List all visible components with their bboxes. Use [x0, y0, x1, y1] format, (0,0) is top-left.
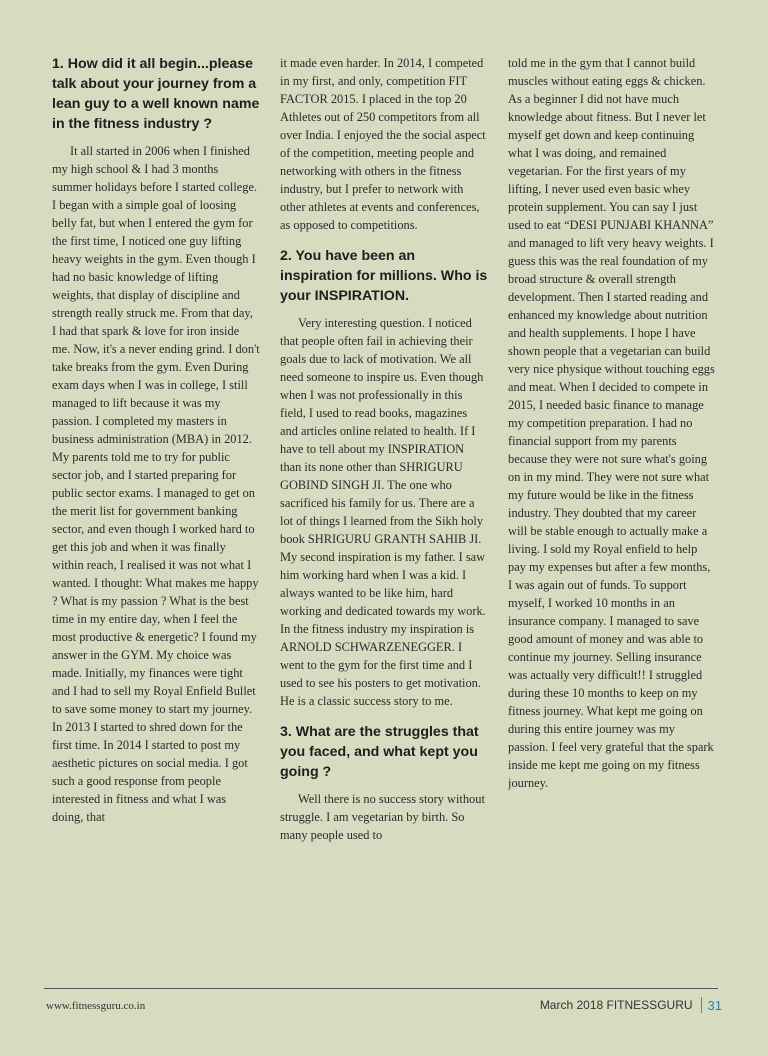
question-1-heading: 1. How did it all begin...please talk about your journey from a lean guy to a well known name in the fitness industry ?	[52, 56, 260, 132]
answer-1-text: It all started in 2006 when I finished my high school & I had 3 months summer holidays before I started college. I began with a simple goal of loosing belly fat, but when I entered the gym for the first time, I noticed one guy lifting heavy weights in the gym. Even though I had no basic knowledge of lifting weights, that display of discipline and strength really struck me. From that day, I had that spark & love for iron inside me. Now, it's a never ending grind. I don't take breaks from the gym. Even During exam days when I was in college, I still managed to lift because it was my passion. I completed my masters in business administration (MBA) in 2012. My parents told me to try for public sector job, and I started preparing for public sector exams. I managed to get on the merit list for government banking sector, and even though I worked hard to get this job and when it was finally within reach, I realised it was not what I wanted. I thought: What makes me happy ? What is my passion ? What is the best time in my entire day, when I feel the most productive & energetic? I found my answer in the GYM. My choice was made. Initially, my finances were tight and I had to sell my Royal Enfield Bullet to save some money to start my journey. In 2013 I started to shred down for the first time. In 2014 I started to post my aesthetic pictures on social media. I got such a good response from people interested in fitness and what I was doing, that	[52, 144, 260, 824]
footer-issue-info	[540, 997, 722, 1013]
article-body	[52, 54, 716, 954]
column-1	[52, 54, 260, 954]
column-2	[280, 54, 488, 954]
footer-issue: March 2018 FITNESSGURU	[539, 998, 693, 1012]
footer-divider	[44, 988, 718, 989]
column-3	[508, 54, 716, 954]
answer-3-continued: told me in the gym that I cannot build muscles without eating eggs & chicken. As a beginner I did not have much knowledge about fitness. But I never let myself get down and keep continuing what I was doing, and remained vegetarian. For the first years of my lifting, I never used even basic whey protein supplement. You can say I just used to eat “DESI PUNJABI KHANNA” and managed to lift very heavy weights. I guess this was the real foundation of my broad structure & overall strength development. Then I started reading and enhanced my knowledge about nutrition and health supplements. I hope I have shown people that a vegetarian can build very nice physique without touching eggs and meat. When I decided to compete in 2015, I needed basic finance to manage my competition preparation. I had no financial support from my parents because they were not sure what's going on in my mind. They were not sure what my future would be like in the fitness industry. They doubted that my career will be stable enough to actually make a living. I sold my Royal enfield to help pay my expenses but after a few months, I was again out of funds. To support myself, I worked 10 months in an insurance company. I managed to save good amount of money and was able to continue my journey. Selling insurance was actually very difficult!! I struggled during these 10 months to keep on my fitness journey. What kept me going on during this entire journey was my passion. I feel very grateful that the spark inside me kept me going on my fitness journey.	[508, 56, 715, 790]
page-number: 31	[707, 997, 722, 1013]
answer-1-continued: it made even harder. In 2014, I competed in my first, and only, competition FIT FACTOR 2015. I placed in the top 20 Athletes out of 250 competitors from all over India. I enjoyed the the social aspect of the competition, meeting people and networking with others in the fitness industry, but I prefer to network with other athletes at events and conferences, as opposed to competitions.	[280, 56, 486, 232]
footer-separator	[701, 997, 702, 1013]
question-2-heading: 2. You have been an inspiration for millions. Who is your INSPIRATION.	[280, 248, 488, 304]
answer-3-text: Well there is no success story without struggle. I am vegetarian by birth. So many people used to	[280, 792, 485, 842]
footer-website: www.fitnessguru.co.in	[46, 1000, 146, 1012]
answer-2-text: Very interesting question. I noticed that people often fail in achieving their goals due to lack of motivation. We all need someone to inspire us. Even though when I was not professionally in this field, I used to read books, magazines and articles online related to health. If I have to tell about my INSPIRATION than its none other than SHRIGURU GOBIND SINGH JI. The one who sacrificed his family for us. There are a lot of things I learned from the Sikh holy book SHRIGURU GRANTH SAHIB JI. My second inspiration is my father. I saw him working hard when I was a kid. I always wanted to be like him, hard working and dedicated towards my work. In the fitness industry my inspiration is ARNOLD SCHWARZENEGGER. I went to the gym for the first time and I used to see his posters to get motivation. He is a classic success story to me.	[280, 316, 486, 708]
question-3-heading: 3. What are the struggles that you faced, and what kept you going ?	[280, 724, 479, 780]
